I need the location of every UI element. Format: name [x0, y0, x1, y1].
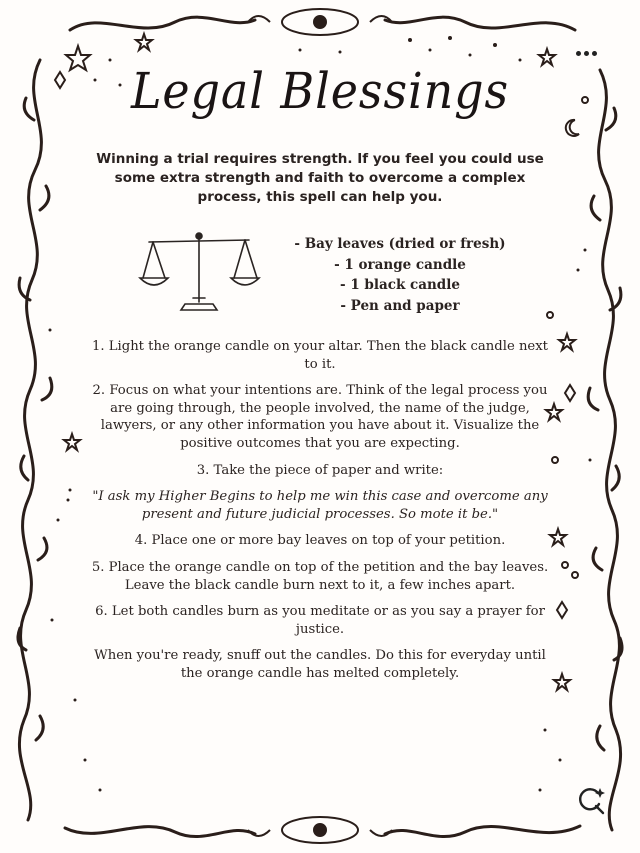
- step-4: 4. Place one or more bay leaves on top of your petition.: [134, 533, 506, 549]
- scales-of-justice-icon: [137, 228, 262, 316]
- visual-search-icon[interactable]: [574, 784, 608, 818]
- page-title: Legal Blessings: [130, 62, 510, 120]
- ingredients-list: [270, 234, 530, 316]
- more-options-icon: [584, 51, 589, 56]
- instructions: [85, 338, 555, 692]
- more-options-icon: [592, 51, 597, 56]
- more-options-button[interactable]: [568, 45, 604, 61]
- ingredient-item: - 1 black candle: [340, 277, 460, 293]
- ingredient-item: - 1 orange candle: [334, 256, 466, 273]
- step-3: 3. Take the piece of paper and write:: [196, 462, 444, 478]
- intro-text: Winning a trial requires strength. If you feel you could use some extra strength and faith to overcome a complex process, this spell can help you.: [96, 151, 544, 205]
- step-5: 5. Place the orange candle on top of the petition and the bay leaves. Leave the black candle burn next to it, a few inches apart.: [91, 559, 549, 593]
- step-2: 2. Focus on what your intentions are. Think of the legal process you are going through, the people involved, the name of the judge, lawyers, or any other information you have about it. Visualize the positive outcomes that you are expecting.: [92, 383, 548, 451]
- step-1: 1. Light the orange candle on your altar. Then the black candle next to it.: [92, 339, 548, 372]
- ingredient-item: - Pen and paper: [340, 297, 460, 314]
- step-6: 6. Let both candles burn as you meditate or as you say a prayer for justice.: [95, 604, 545, 637]
- closing-text: When you're ready, snuff out the candles. Do this for everyday until the orange candle has melted completely.: [94, 648, 546, 681]
- more-options-icon: [576, 51, 581, 56]
- ingredient-item: - Bay leaves (dried or fresh): [294, 236, 506, 252]
- petition-quote: "I ask my Higher Begins to help me win this case and overcome any present and future judicial processes. So mote it be.": [92, 489, 548, 522]
